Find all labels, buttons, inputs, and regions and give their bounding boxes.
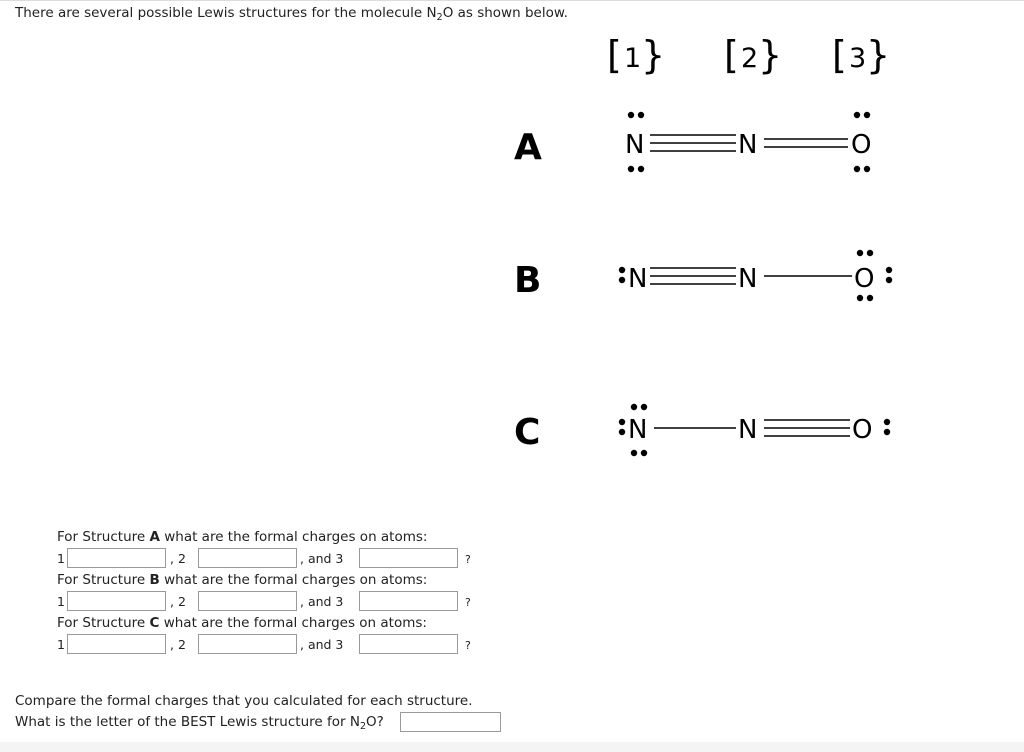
position-label-3 [832, 33, 890, 77]
charge-input-b2[interactable] [198, 591, 297, 611]
lone-pair-dot [628, 112, 634, 118]
bottom-strip [0, 742, 1024, 752]
position-label-1 [607, 33, 665, 77]
question-suffix: what are the formal charges on atoms: [159, 615, 427, 631]
lone-pair-dot [628, 166, 634, 172]
question-prefix: For Structure [57, 572, 150, 588]
atom-label-2: , 2 [170, 551, 186, 566]
lewis-structures-figure [500, 25, 920, 465]
lewis-structures-svg [500, 25, 920, 465]
charge-input-b3[interactable] [359, 591, 458, 611]
lone-pair-dot [884, 419, 890, 425]
intro-text [15, 5, 568, 21]
lone-pair-dot [619, 267, 625, 273]
structure-c [619, 404, 890, 456]
lone-pair-dot [638, 112, 644, 118]
bracket-left-3: [ [832, 33, 847, 77]
question-prompt-c [57, 613, 427, 634]
intro-subscript: 2 [436, 12, 443, 23]
lone-pair-dot [638, 166, 644, 172]
bracket-right-2: } [758, 33, 783, 77]
atom-c1: N [628, 415, 648, 445]
bracket-right-3: } [866, 33, 891, 77]
charge-input-a1[interactable] [67, 548, 166, 568]
best-structure-question [15, 691, 473, 734]
question-suffix: what are the formal charges on atoms: [159, 572, 428, 588]
atom-label-3: , and 3 [300, 637, 344, 652]
lone-pair-dot [864, 166, 870, 172]
lone-pair-dot [619, 429, 625, 435]
question-structure-letter: A [149, 529, 160, 545]
structure-letter-c: C [514, 412, 541, 453]
structure-letter-b: B [514, 260, 542, 301]
question-mark: ? [465, 553, 471, 566]
atom-a2: N [738, 130, 758, 160]
atom-a1: N [625, 130, 645, 160]
atom-c2: N [738, 415, 758, 445]
charge-input-b1[interactable] [67, 591, 166, 611]
best-structure-prompt [15, 712, 473, 734]
lone-pair-dot [631, 450, 637, 456]
lone-pair-dot [631, 404, 637, 410]
best-structure-input[interactable] [400, 712, 501, 732]
lone-pair-dot [867, 295, 873, 301]
intro-text-after: O as shown below. [442, 5, 568, 21]
lone-pair-dot [619, 419, 625, 425]
best-structure-subscript: 2 [359, 721, 366, 732]
question-structure-letter: B [149, 572, 160, 588]
atom-label-2: , 2 [170, 594, 186, 609]
position-number-3: 3 [849, 43, 867, 74]
position-number-2: 2 [741, 43, 759, 74]
lone-pair-dot [857, 250, 863, 256]
structure-letter-a: A [514, 127, 542, 168]
atom-label-3: , and 3 [300, 551, 344, 566]
lone-pair-dot [867, 250, 873, 256]
answer-row-b [54, 591, 471, 613]
question-mark: ? [465, 596, 471, 609]
charge-input-c3[interactable] [359, 634, 458, 654]
best-structure-text-after: O? [365, 714, 384, 730]
bracket-left-1: [ [607, 33, 622, 77]
lone-pair-dot [886, 267, 892, 273]
question-prefix: For Structure [57, 615, 150, 631]
structure-a [625, 112, 871, 172]
answer-row-a [54, 548, 471, 570]
atom-label-1: 1 [57, 637, 65, 652]
position-number-1: 1 [624, 43, 642, 74]
answer-row-c [54, 634, 471, 656]
charge-input-a2[interactable] [198, 548, 297, 568]
lone-pair-dot [886, 277, 892, 283]
atom-b1: N [628, 264, 648, 294]
question-prompt-b [57, 570, 427, 591]
atom-b2: N [738, 264, 758, 294]
best-structure-text-before: What is the letter of the BEST Lewis structure for N [15, 714, 360, 730]
formal-charge-questions [57, 527, 471, 656]
lone-pair-dot [641, 450, 647, 456]
atom-a3: O [851, 130, 872, 160]
question-prompt-a [57, 527, 427, 548]
atom-b3: O [854, 264, 875, 294]
question-prefix: For Structure [57, 529, 150, 545]
lone-pair-dot [854, 112, 860, 118]
lone-pair-dot [854, 166, 860, 172]
intro-text-before: There are several possible Lewis structures for the molecule N [15, 5, 437, 21]
question-suffix: what are the formal charges on atoms: [159, 529, 428, 545]
bracket-right-1: } [641, 33, 666, 77]
atom-label-2: , 2 [170, 637, 186, 652]
bracket-left-2: [ [724, 33, 739, 77]
atom-label-1: 1 [57, 551, 65, 566]
question-structure-letter: C [149, 615, 160, 631]
atom-label-1: 1 [57, 594, 65, 609]
lone-pair-dot [884, 429, 890, 435]
atom-c3: O [852, 415, 873, 445]
lone-pair-dot [864, 112, 870, 118]
charge-input-a3[interactable] [359, 548, 458, 568]
position-label-2 [724, 33, 782, 77]
atom-label-3: , and 3 [300, 594, 344, 609]
lone-pair-dot [857, 295, 863, 301]
question-mark: ? [465, 639, 471, 652]
charge-input-c2[interactable] [198, 634, 297, 654]
charge-input-c1[interactable] [67, 634, 166, 654]
lone-pair-dot [641, 404, 647, 410]
compare-instruction: Compare the formal charges that you calculated for each structure. [15, 693, 473, 709]
lone-pair-dot [619, 277, 625, 283]
